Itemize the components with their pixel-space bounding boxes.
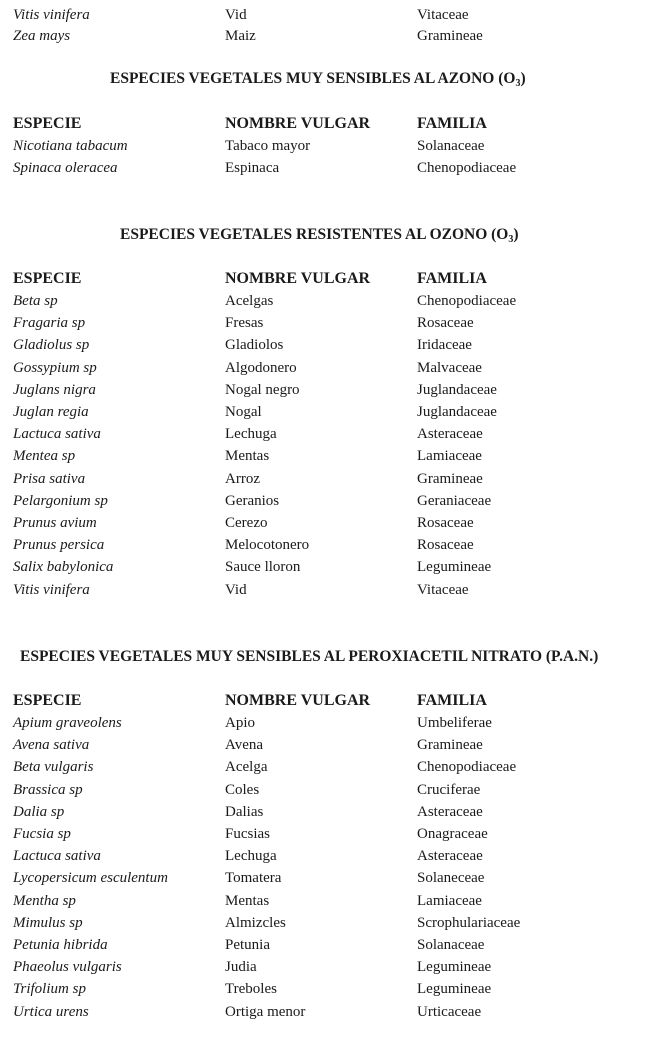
table-row	[0, 290, 665, 312]
table-row	[0, 357, 665, 379]
species-cell: Beta sp	[13, 293, 58, 309]
table-row	[0, 401, 665, 423]
species-cell: Spinaca oleracea	[13, 160, 118, 177]
common-name-cell: Acelgas	[225, 293, 274, 309]
species-cell: Gossypium sp	[13, 359, 97, 376]
section-title-subscript: 3	[508, 234, 514, 245]
table-row	[0, 312, 665, 334]
table-row	[0, 1001, 665, 1023]
common-name-cell: Avena	[225, 737, 264, 754]
table-row	[0, 845, 665, 867]
family-cell: Lamiaceae	[417, 448, 482, 465]
family-cell: Scrophulariaceae	[417, 914, 521, 931]
table-row	[0, 867, 665, 889]
species-cell: Juglans nigra	[13, 381, 96, 398]
species-cell: Phaeolus vulgaris	[13, 959, 122, 976]
species-cell: Vitis vinifera	[13, 7, 90, 23]
common-name-cell: Mentas	[225, 892, 270, 909]
common-name-cell: Sauce lloron	[225, 559, 301, 576]
species-cell: Beta vulgaris	[13, 759, 94, 776]
common-name-cell: Dalias	[225, 803, 264, 820]
common-name-cell: Tomatera	[225, 870, 282, 887]
family-cell: Umbeliferae	[417, 715, 492, 731]
species-cell: Brassica sp	[13, 781, 83, 798]
table-row	[0, 801, 665, 823]
species-cell: Prunus avium	[13, 515, 97, 531]
family-cell: Urticaceae	[417, 1003, 482, 1020]
family-cell: Rosaceae	[417, 537, 474, 554]
family-cell: Rosaceae	[417, 315, 474, 332]
table-row	[0, 712, 665, 734]
table-row	[0, 512, 665, 534]
common-name-cell: Vid	[225, 7, 247, 23]
common-name-cell: Vid	[225, 581, 247, 598]
species-cell: Fucsia sp	[13, 826, 71, 842]
table-header-row	[0, 268, 665, 290]
species-cell: Mentea sp	[13, 448, 76, 465]
common-name-cell: Geranios	[225, 492, 280, 509]
common-name-cell: Melocotonero	[225, 537, 310, 554]
species-cell: Nicotiana tabacum	[13, 138, 128, 154]
table-header-row	[0, 690, 665, 712]
section-title-subscript: 3	[515, 78, 521, 89]
species-cell: Prisa sativa	[13, 470, 86, 487]
species-cell: Apium graveolens	[13, 715, 122, 731]
section-title	[20, 646, 598, 668]
family-cell: Legumineae	[417, 559, 492, 576]
species-cell: Mimulus sp	[13, 914, 83, 931]
common-name-cell: Cerezo	[225, 515, 268, 531]
common-name-header: NOMBRE VULGAR	[225, 270, 371, 287]
species-cell: Juglan regia	[13, 404, 89, 420]
common-name-cell: Gladiolos	[225, 337, 284, 354]
common-name-cell: Arroz	[225, 470, 260, 487]
table-row	[0, 956, 665, 978]
family-cell: Asteraceae	[417, 803, 483, 820]
common-name-header: NOMBRE VULGAR	[225, 115, 371, 132]
common-name-cell: Mentas	[225, 448, 270, 465]
common-name-cell: Treboles	[225, 981, 277, 998]
family-cell: Gramineae	[417, 470, 483, 487]
common-name-cell: Espinaca	[225, 160, 280, 177]
species-cell: Zea mays	[13, 28, 71, 44]
common-name-cell: Apio	[225, 715, 255, 731]
family-cell: Chenopodiaceae	[417, 759, 517, 776]
table-header-row	[0, 113, 665, 135]
table-row	[0, 756, 665, 778]
family-cell: Vitaceae	[417, 581, 469, 598]
family-cell: Onagraceae	[417, 826, 488, 842]
species-header: ESPECIE	[13, 692, 82, 709]
section-title-end: )	[520, 70, 526, 87]
section-title-text: ESPECIES VEGETALES MUY SENSIBLES AL AZONO (O	[110, 70, 516, 87]
table-row	[0, 534, 665, 556]
family-cell: Asteraceae	[417, 848, 483, 865]
species-header: ESPECIE	[13, 115, 82, 132]
common-name-cell: Judia	[225, 959, 257, 976]
family-cell: Rosaceae	[417, 515, 474, 531]
family-cell: Solanaceae	[417, 138, 485, 154]
family-header: FAMILIA	[417, 270, 487, 287]
section-title-text: ESPECIES VEGETALES MUY SENSIBLES AL PEROXIACETIL NITRATO (P.A.N.)	[20, 648, 599, 665]
common-name-cell: Petunia	[225, 937, 270, 953]
family-header: FAMILIA	[417, 115, 487, 132]
common-name-cell: Maiz	[225, 28, 256, 44]
species-cell: Trifolium sp	[13, 981, 86, 998]
table-row	[0, 934, 665, 956]
table-row	[0, 25, 665, 47]
table-row	[0, 579, 665, 601]
common-name-cell: Nogal	[225, 404, 262, 420]
species-cell: Dalia sp	[13, 803, 65, 820]
family-cell: Solanaceae	[417, 937, 485, 953]
family-cell: Legumineae	[417, 959, 492, 976]
common-name-cell: Acelga	[225, 759, 268, 776]
section-title-end: )	[513, 226, 519, 243]
family-cell: Chenopodiaceae	[417, 160, 517, 177]
species-cell: Lycopersicum esculentum	[13, 870, 168, 887]
species-cell: Lactuca sativa	[13, 848, 101, 865]
species-cell: Salix babylonica	[13, 559, 114, 576]
family-header: FAMILIA	[417, 692, 487, 709]
family-cell: Lamiaceae	[417, 892, 482, 909]
species-header: ESPECIE	[13, 270, 82, 287]
table-row	[0, 556, 665, 578]
table-row	[0, 157, 665, 179]
family-cell: Juglandaceae	[417, 381, 497, 398]
table-row	[0, 379, 665, 401]
table-row	[0, 334, 665, 356]
family-cell: Iridaceae	[417, 337, 472, 354]
section-title	[120, 224, 519, 246]
common-name-cell: Almizcles	[225, 914, 286, 931]
species-cell: Fragaria sp	[13, 315, 86, 332]
table-row	[0, 4, 665, 26]
common-name-cell: Lechuga	[225, 426, 277, 443]
species-cell: Urtica urens	[13, 1003, 89, 1020]
common-name-cell: Ortiga menor	[225, 1003, 306, 1020]
species-cell: Mentha sp	[13, 892, 76, 909]
family-cell: Gramineae	[417, 28, 483, 44]
species-cell: Vitis vinifera	[13, 581, 90, 598]
family-cell: Geraniaceae	[417, 492, 492, 509]
species-cell: Lactuca sativa	[13, 426, 101, 443]
species-cell: Prunus persica	[13, 537, 105, 554]
family-cell: Cruciferae	[417, 781, 481, 798]
common-name-cell: Coles	[225, 781, 260, 798]
family-cell: Gramineae	[417, 737, 483, 754]
table-row	[0, 490, 665, 512]
species-cell: Avena sativa	[13, 737, 90, 754]
family-cell: Chenopodiaceae	[417, 293, 517, 309]
common-name-cell: Tabaco mayor	[225, 138, 311, 154]
section-title-text: ESPECIES VEGETALES RESISTENTES AL OZONO (O	[120, 226, 509, 243]
table-row	[0, 445, 665, 467]
family-cell: Malvaceae	[417, 359, 482, 376]
common-name-cell: Algodonero	[225, 359, 297, 376]
section-title	[110, 68, 526, 90]
species-cell: Gladiolus sp	[13, 337, 90, 354]
table-row	[0, 734, 665, 756]
common-name-cell: Fucsias	[225, 826, 270, 842]
common-name-cell: Fresas	[225, 315, 264, 332]
species-cell: Petunia hibrida	[13, 937, 108, 953]
family-cell: Solaneceae	[417, 870, 485, 887]
common-name-header: NOMBRE VULGAR	[225, 692, 371, 709]
table-row	[0, 135, 665, 157]
common-name-cell: Lechuga	[225, 848, 277, 865]
family-cell: Juglandaceae	[417, 404, 497, 420]
table-row	[0, 468, 665, 490]
table-row	[0, 978, 665, 1000]
family-cell: Legumineae	[417, 981, 492, 998]
table-row	[0, 912, 665, 934]
common-name-cell: Nogal negro	[225, 381, 300, 398]
table-row	[0, 823, 665, 845]
family-cell: Vitaceae	[417, 7, 469, 23]
table-row	[0, 890, 665, 912]
family-cell: Asteraceae	[417, 426, 483, 443]
table-row	[0, 779, 665, 801]
species-cell: Pelargonium sp	[13, 492, 108, 509]
table-row	[0, 423, 665, 445]
